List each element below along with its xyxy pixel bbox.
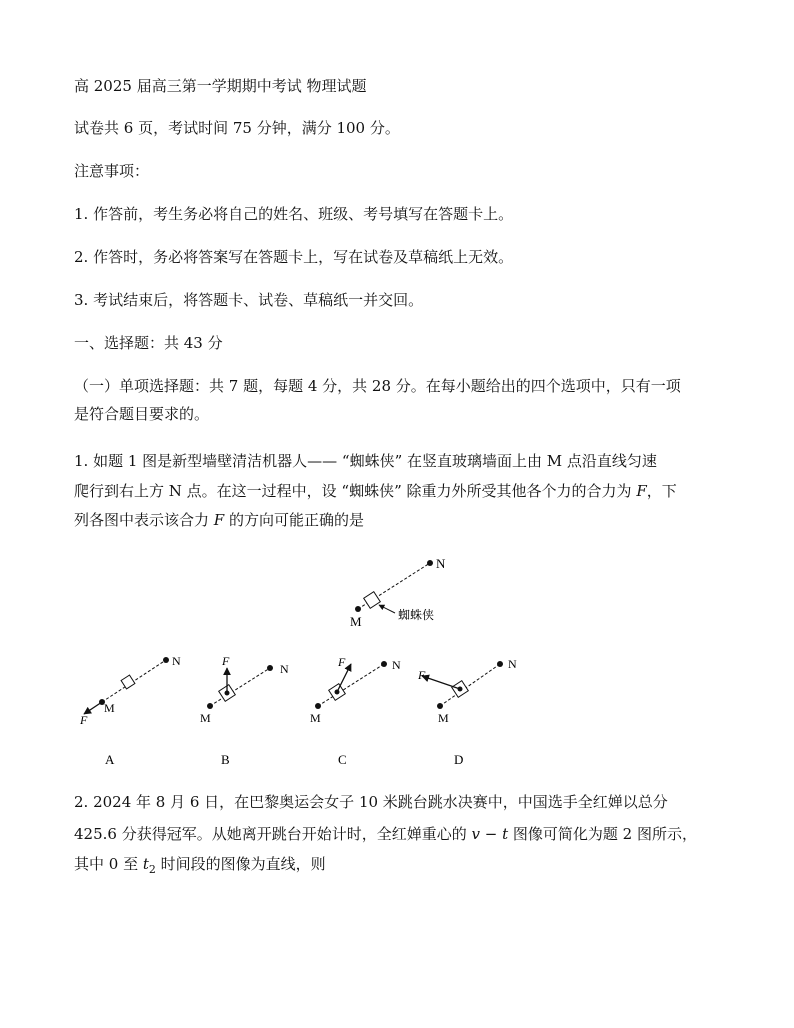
robot-pointer (379, 605, 395, 613)
q2-line-3-var: t (142, 855, 149, 873)
d-force-arrow (422, 676, 460, 689)
notice-item-1: 1. 作答前，考生务必将自己的姓名、班级、考号填写在答题卡上。 (74, 205, 514, 223)
main-point-n (427, 560, 433, 566)
section-title: 一、选择题：共 43 分 (74, 334, 223, 352)
q2-line-2 (74, 824, 697, 844)
exam-info: 试卷共 6 页，考试时间 75 分钟，满分 100 分。 (74, 119, 400, 137)
a-label-n: N (172, 654, 181, 668)
exam-title: 高 2025 届高三第一学期期中考试 物理试题 (74, 77, 367, 95)
d-label-f: F (418, 668, 426, 682)
robot-box (364, 592, 381, 609)
option-c-label: C (338, 752, 347, 767)
q1-line-2-var: F (636, 482, 647, 500)
d-label-n: N (508, 657, 517, 671)
a-robot-box (121, 675, 135, 689)
q1-line-2-text-b: ，下 (646, 482, 677, 500)
q1-line-2-text-a: 爬行到右上方 N 点。在这一过程中，设 “蜘蛛侠” 除重力外所受其他各个力的合力为 (74, 482, 637, 500)
q1-line-3 (74, 510, 364, 530)
b-point-m (207, 703, 213, 709)
a-point-n (163, 657, 169, 663)
b-label-f: F (222, 654, 230, 668)
q1-line-2 (74, 481, 677, 501)
q2-line-1: 2. 2024 年 8 月 6 日，在巴黎奥运会女子 10 米跳台跳水决赛中，中国选手全红婵以总分 (74, 793, 668, 811)
q1-line-3-var: F (213, 511, 225, 529)
c-label-f: F (338, 655, 346, 669)
option-b-label: B (221, 752, 230, 767)
q1-line-3-text-a: 列各图中表示该合力 (74, 511, 214, 529)
option-d-label: D (454, 752, 464, 767)
subsection-line-1: （一）单项选择题：共 7 题，每题 4 分，共 28 分。在每小题给出的四个选项中，只有一项 (74, 377, 681, 395)
c-label-n: N (392, 658, 401, 672)
c-point-m (315, 703, 321, 709)
q2-line-3 (74, 854, 326, 880)
d-point-m (437, 703, 443, 709)
q2-line-3-text-a: 其中 0 至 (74, 855, 143, 873)
q2-line-2-var: v − t (471, 825, 509, 843)
q2-line-2-text-b: 图像可简化为题 2 图所示， (508, 825, 697, 843)
option-a-diagram (79, 654, 181, 727)
option-a-label: A (105, 752, 115, 767)
q1-line-1: 1. 如题 1 图是新型墙壁清洁机器人—— “蜘蛛侠” 在竖直玻璃墙面上由 M 点沿直线匀速 (74, 452, 657, 470)
notice-title: 注意事项： (74, 162, 150, 180)
d-label-m: M (438, 711, 449, 725)
q2-line-3-sub: 2 (148, 863, 156, 876)
c-label-m: M (310, 711, 321, 725)
q1-line-3-text-b: 的方向可能正确的是 (224, 511, 364, 529)
main-diagram (350, 556, 446, 629)
option-b-diagram (200, 654, 289, 725)
option-d-diagram (417, 657, 517, 725)
a-path-line (102, 660, 166, 702)
b-label-n: N (280, 662, 289, 676)
a-label-f: F (80, 713, 88, 727)
q2-line-2-text-a: 425.6 分获得冠军。从她离开跳台开始计时，全红婵重心的 (74, 825, 472, 843)
option-c-diagram (310, 655, 401, 725)
q1-figure (0, 540, 794, 780)
robot-label: 蜘蛛侠 (398, 608, 435, 622)
q2-line-3-text-b: 时间段的图像为直线，则 (155, 855, 326, 873)
main-label-n: N (436, 556, 446, 571)
b-path-line (210, 668, 270, 706)
subsection-line-2: 是符合题目要求的。 (74, 405, 210, 423)
main-label-m: M (350, 614, 362, 629)
b-point-n (267, 665, 273, 671)
main-point-m (355, 606, 361, 612)
c-path-line (318, 664, 384, 706)
notice-item-2: 2. 作答时，务必将答案写在答题卡上，写在试卷及草稿纸上无效。 (74, 248, 514, 266)
d-point-n (497, 661, 503, 667)
c-point-n (381, 661, 387, 667)
notice-item-3: 3. 考试结束后，将答题卡、试卷、草稿纸一并交回。 (74, 291, 424, 309)
a-label-m: M (104, 701, 115, 715)
b-label-m: M (200, 711, 211, 725)
